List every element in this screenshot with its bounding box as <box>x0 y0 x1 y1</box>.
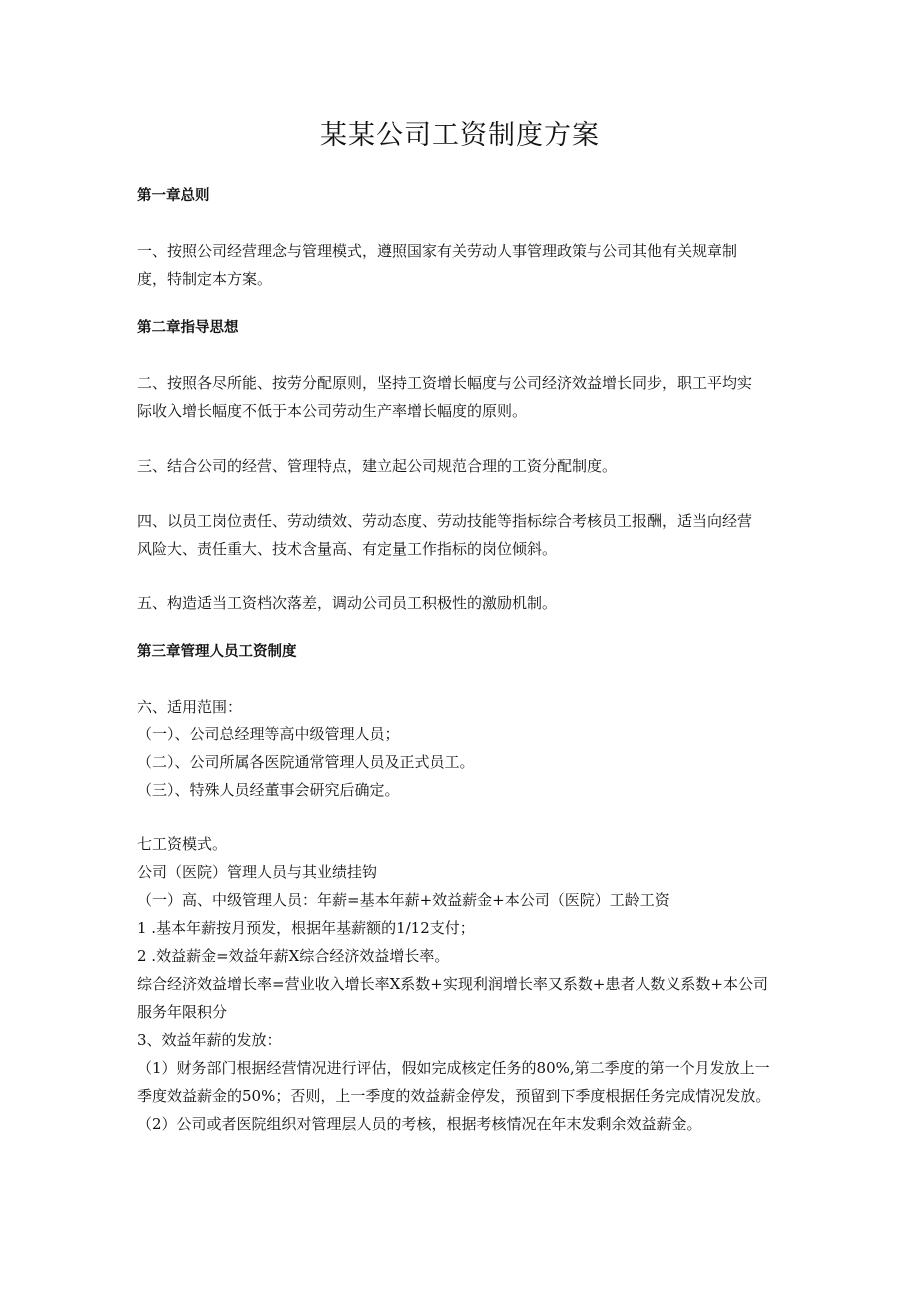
growth-rate-line-1: 综合经济效益增长率=营业收入增长率X系数+实现利润增长率又系数+患者人数义系数+本公司 <box>137 975 768 993</box>
mode-formula: （一）高、中级管理人员：年薪=基本年薪+效益薪金+本公司（医院）工龄工资 <box>137 891 670 909</box>
chapter-2-heading: 第二章指导思想 <box>137 320 239 336</box>
item-3: 3、效益年薪的发放： <box>137 1031 282 1049</box>
growth-rate-line-2: 服务年限积分 <box>137 1003 228 1021</box>
mode-title: 七工资模式。 <box>137 835 228 853</box>
paragraph-5: 五、构造适当工资档次落差，调动公司员工积极性的激励机制。 <box>137 594 558 612</box>
paragraph-2-line-1: 二、按照各尽所能、按劳分配原则，坚持工资增长幅度与公司经济效益增长同步，职工平均实 <box>137 374 753 392</box>
sub-item-1-line-1: （1）财务部门根据经营情况进行评估，假如完成核定任务的80%,第二季度的第一个月发放上一 <box>137 1059 770 1077</box>
chapter-3-heading: 第三章管理人员工资制度 <box>137 644 297 660</box>
scope-item-1: （一）、公司总经理等高中级管理人员； <box>137 725 400 743</box>
paragraph-3: 三、结合公司的经营、管理特点，建立起公司规范合理的工资分配制度。 <box>137 457 618 475</box>
scope-item-3: （三）、特殊人员经董事会研究后确定。 <box>137 781 400 799</box>
sub-item-2: （2）公司或者医院组织对管理层人员的考核，根据考核情况在年末发剩余效益薪金。 <box>137 1115 702 1133</box>
scope-item-2: （二）、公司所属各医院通常管理人员及正式员工。 <box>137 753 475 771</box>
paragraph-1-line-1: 一、按照公司经营理念与管理模式，遵照国家有关劳动人事管理政策与公司其他有关规章制 <box>137 242 738 260</box>
chapter-1-heading: 第一章总则 <box>137 188 210 204</box>
scope-title: 六、适用范围： <box>137 698 243 716</box>
document-title: 某某公司工资制度方案 <box>320 120 600 151</box>
item-1: 1 .基本年薪按月预发，根据年基薪额的1/12支付； <box>137 919 475 937</box>
mode-subtitle: 公司（医院）管理人员与其业绩挂钩 <box>137 863 378 881</box>
paragraph-2-line-2: 际收入增长幅度不低于本公司劳动生产率增长幅度的原则。 <box>137 402 528 420</box>
item-2: 2 .效益薪金=效益年薪X综合经济效益增长率。 <box>137 947 450 965</box>
paragraph-4-line-2: 风险大、责任重大、技术含量高、有定量工作指标的岗位倾斜。 <box>137 540 558 558</box>
paragraph-4-line-1: 四、以员工岗位责任、劳动绩效、劳动态度、劳动技能等指标综合考核员工报酬，适当向经营 <box>137 512 753 530</box>
paragraph-1-line-2: 度，特制定本方案。 <box>137 270 273 288</box>
sub-item-1-line-2: 季度效益薪金的50%；否则，上一季度的效益薪金停发，预留到下季度根据任务完成情况发放。 <box>137 1087 771 1105</box>
